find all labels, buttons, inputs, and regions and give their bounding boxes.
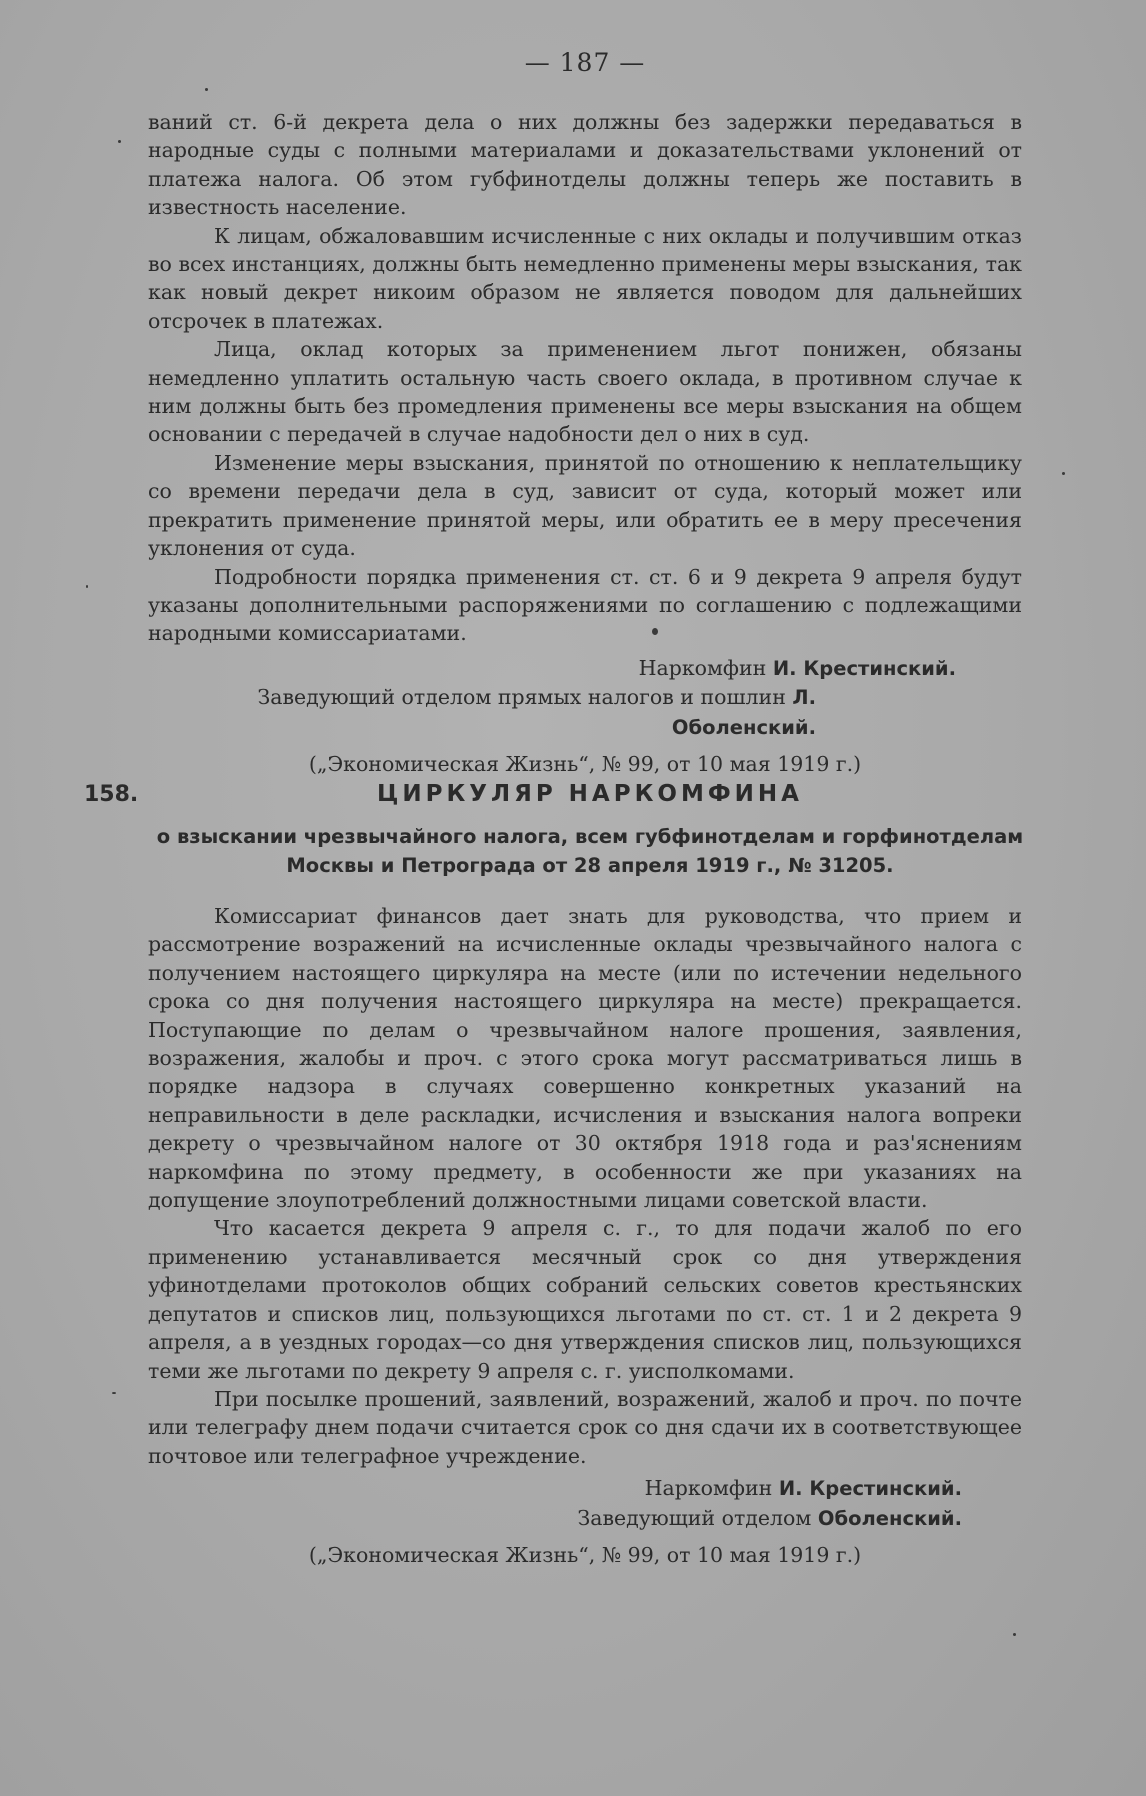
source-citation: („Экономическая Жизнь“, № 99, от 10 мая 1919 г.): [308, 751, 862, 776]
signature-head-of-department: [148, 683, 1022, 742]
subtitle-line: Москвы и Петрограда от 28 апреля 1919 г., № 31205.: [286, 854, 894, 877]
paragraph: Подробности порядка применения ст. ст. 6 и 9 декрета 9 апреля будут указаны дополнительными распоряжениями по соглашению с подлежащими народными комиссариатами.: [148, 564, 1022, 646]
signature-head-of-department: [148, 1504, 1022, 1533]
document-subtitle: [148, 822, 1032, 880]
document-body: [148, 902, 1022, 1569]
page-number: — 187 —: [524, 48, 646, 77]
signature-title: Заведующий отделом: [577, 1505, 812, 1530]
signature-name: И. Крестинский.: [778, 1477, 962, 1501]
scan-speck: [112, 1392, 116, 1394]
subtitle-line: о взыскании чрезвычайного налога, всем губфинотделам и горфинотделам: [156, 825, 1024, 848]
signature-name: Оболенский.: [817, 1506, 962, 1530]
paragraph: К лицам, обжаловавшим исчисленные с них оклады и получившим отказ во всех инстанциях, должны быть немедленно применены меры взыскания, так как новый декрет никоим образом не является поводом для дальнейших отсрочек в платежах.: [148, 223, 1022, 333]
section-continuation: [148, 108, 1022, 778]
signature-title: Наркомфин: [638, 655, 767, 680]
signature-name: Л. Оболенский.: [671, 686, 816, 739]
paragraph: Изменение меры взыскания, принятой по отношению к неплательщику со времени передачи дела в суд, зависит от суда, который может или прекратить применение принятой меры, или обратить ее в меру пресечения уклонения от суда.: [148, 450, 1022, 561]
scan-speck: [205, 88, 208, 91]
signature-title: Заведующий отделом прямых налогов и пошлин: [257, 685, 786, 710]
scan-speck: [118, 140, 121, 143]
document-title: ЦИРКУЛЯР НАРКОМФИНА: [377, 781, 803, 807]
signature-title: Наркомфин: [644, 1476, 773, 1501]
paragraph: Что касается декрета 9 апреля с. г., то для подачи жалоб по его применению устанавливается месячный срок со дня утверждения уфинотделами протоколов общих собраний сельских советов крестьянских депутатов и списков лиц, пользующихся льготами по ст. ст. 1 и 2 декрета 9 апреля, а в уездных городах—со дня утверждения списков лиц, пользующихся теми же льготами по декрету 9 апреля с. г. уисполкомами.: [148, 1216, 1022, 1383]
scan-speck: [1062, 472, 1065, 475]
signature-name: И. Крестинский.: [772, 656, 956, 680]
source-citation: („Экономическая Жизнь“, № 99, от 10 мая 1919 г.): [308, 1542, 862, 1567]
paragraph: Комиссариат финансов дает знать для руководства, что прием и рассмотрение возражений на исчисленные оклады чрезвычайного налога с получением настоящего циркуляра на месте (или по истечении недельного срока со дня получения настоящего циркуляра на месте) прекращается. Поступающие по делам о чрезвычайном налоге прошения, заявления, возражения, жалобы и проч. с этого срока могут рассматриваться лишь в порядке надзора в случаях совершенно конкретных указаний на неправильности в деле раскладки, исчисления и взыскания налога вопреки декрету о чрезвычайном налоге от 30 октября 1918 года и раз'яснениям наркомфина по этому предмету, в особенности же при указаниях на допущение злоупотреблений должностными лицами советской власти.: [148, 904, 1022, 1213]
paragraph: Лица, оклад которых за применением льгот понижен, обязаны немедленно уплатить остальную часть своего оклада, в противном случае к ним должны быть без промедления применены все меры взыскания на общем основании с передачей в случае надобности дел о них в суд.: [148, 337, 1022, 447]
scan-speck: [86, 585, 88, 588]
paragraph: При посылке прошений, заявлений, возражений, жалоб и проч. по почте или телеграфу днем подачи считается срок со дня сдачи их в соответствующее почтовое или телеграфное учреждение.: [148, 1386, 1022, 1468]
signature-narkomfin: [148, 1474, 1022, 1503]
paragraph: ваний ст. 6-й декрета дела о них должны без задержки передаваться в народные суды с полными материалами и доказательствами уклонений от платежа налога. Об этом губфинотделы должны теперь же поставить в известность население.: [148, 110, 1022, 220]
scan-speck: [1013, 1633, 1016, 1636]
scan-speck: [652, 628, 658, 635]
document-number: 158.: [84, 782, 139, 807]
signature-narkomfin: [148, 654, 1022, 683]
